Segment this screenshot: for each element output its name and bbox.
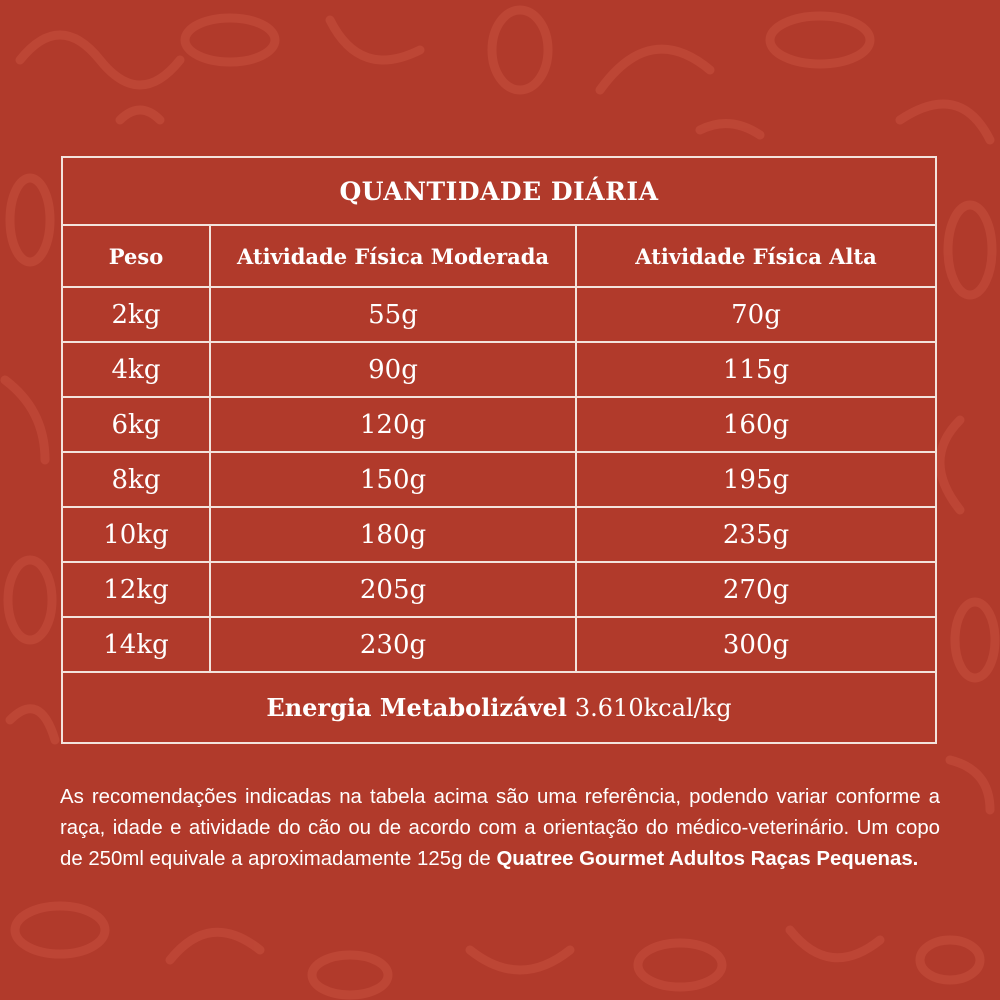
table-row (63, 508, 935, 563)
recommendation-note (60, 782, 940, 875)
high-cell: 300g (575, 618, 935, 671)
high-cell: 70g (575, 288, 935, 341)
table-row (63, 343, 935, 398)
table-title: QUANTIDADE DIÁRIA (63, 158, 935, 226)
table-row (63, 453, 935, 508)
weight-cell: 12kg (103, 574, 169, 605)
moderate-cell: 180g (209, 508, 575, 561)
high-cell: 115g (575, 343, 935, 396)
moderate-cell: 150g (209, 453, 575, 506)
weight-cell: 4kg (111, 354, 161, 385)
moderate-cell: 230g (209, 618, 575, 671)
header-high-activity: Atividade Física Alta (575, 226, 935, 286)
header-moderate-activity: Atividade Física Moderada (209, 226, 575, 286)
moderate-cell: 205g (209, 563, 575, 616)
weight-cell: 6kg (111, 409, 161, 440)
moderate-cell: 90g (209, 343, 575, 396)
weight-cell: 2kg (111, 299, 161, 330)
table-footer (63, 673, 935, 742)
table-row (63, 288, 935, 343)
product-name: Quatree Gourmet Adultos Raças Pequenas. (496, 848, 919, 870)
energy-value: 3.610kcal/kg (574, 693, 732, 722)
table-header-row (63, 226, 935, 288)
moderate-cell: 55g (209, 288, 575, 341)
feeding-table (61, 156, 937, 744)
high-cell: 195g (575, 453, 935, 506)
high-cell: 235g (575, 508, 935, 561)
weight-cell: 14kg (103, 629, 169, 660)
energy-label: Energia Metabolizável (266, 693, 567, 722)
header-weight: Peso (108, 243, 164, 269)
table-row (63, 618, 935, 673)
high-cell: 270g (575, 563, 935, 616)
note-text: As recomendações indicadas na tabela acima são uma referência, podendo variar conforme a raça, idade e atividade do cão ou de acordo com a orientação do médico-veterinário. Um copo de 250ml equivale a aproximadamente 125g de (60, 786, 940, 870)
weight-cell: 8kg (111, 464, 161, 495)
table-row (63, 563, 935, 618)
weight-cell: 10kg (103, 519, 169, 550)
moderate-cell: 120g (209, 398, 575, 451)
table-row (63, 398, 935, 453)
high-cell: 160g (575, 398, 935, 451)
